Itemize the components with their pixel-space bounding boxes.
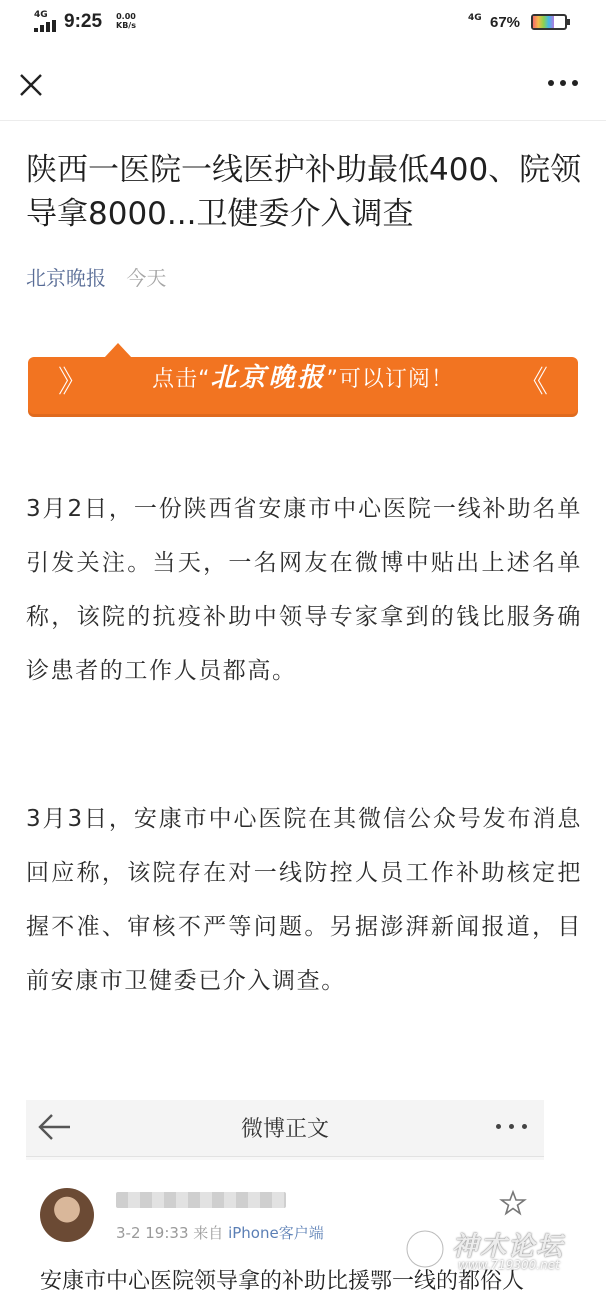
banner-text	[28, 357, 578, 394]
watermark-logo-icon	[402, 1226, 448, 1272]
signal-icon	[34, 20, 58, 32]
weibo-title: 微博正文	[240, 1117, 329, 1142]
weibo-post-text: 安康市中心医院领导拿的补助比援鄂一线的都俗人	[40, 1269, 525, 1294]
more-dots-icon	[496, 1124, 528, 1130]
battery-icon	[531, 14, 567, 30]
watermark-text: 神木论坛	[452, 1232, 565, 1262]
watermark-url: www.719300.net	[458, 1258, 560, 1272]
article-paragraph: 3月2日，一份陕西省安康市中心医院一线补助名单引发关注。当天，一名网友在微博中贴出上述名单称，该院的抗疫补助中领导专家拿到的钱比服务确诊患者的工作人员都高。	[26, 496, 582, 684]
battery-percent: 67%	[490, 14, 521, 31]
article-source-link[interactable]: 北京晚报	[26, 266, 106, 290]
banner-notch	[104, 343, 132, 358]
blurred-username	[116, 1192, 286, 1208]
network-type-secondary: 4G	[468, 13, 482, 23]
site-watermark	[402, 1222, 602, 1278]
subscribe-banner[interactable]	[28, 343, 578, 417]
article-paragraph: 3月3日，安康市中心医院在其微信公众号发布消息回应称，该院存在对一线防控人员工作补助核定把握不准、审核不严等问题。另据澎湃新闻报道，目前安康市卫健委已介入调查。	[26, 806, 582, 994]
banner-prefix: 点击“	[152, 367, 211, 392]
nav-bar	[0, 50, 606, 121]
weibo-post-time	[116, 1222, 324, 1243]
network-speed-unit: KB/s	[116, 21, 136, 30]
banner-right-arrow: 《	[518, 365, 548, 400]
banner-left-arrow: 》	[58, 365, 88, 400]
publish-time: 今天	[126, 266, 167, 290]
status-bar	[0, 0, 606, 46]
weibo-time-value: 3-2 19:33	[116, 1224, 189, 1242]
star-icon	[500, 1190, 526, 1216]
network-type: 4G	[34, 10, 48, 20]
article-title: 陕西一医院一线医护补助最低400、院领导拿8000...卫健委介入调查	[26, 152, 582, 232]
clock: 9:25	[64, 11, 103, 32]
weibo-client: iPhone客户端	[228, 1224, 324, 1242]
weibo-header	[26, 1100, 544, 1157]
close-icon[interactable]	[18, 72, 44, 98]
avatar	[40, 1188, 94, 1242]
battery-cap	[567, 19, 570, 25]
banner-brand: 北京晚报	[210, 363, 327, 393]
article-meta	[26, 262, 166, 291]
network-speed	[116, 12, 136, 30]
weibo-from-label: 来自	[193, 1224, 224, 1242]
banner-suffix: ”可以订阅！	[326, 367, 454, 392]
network-speed-value: 0.00	[116, 12, 136, 21]
more-dots-icon[interactable]	[548, 80, 578, 88]
